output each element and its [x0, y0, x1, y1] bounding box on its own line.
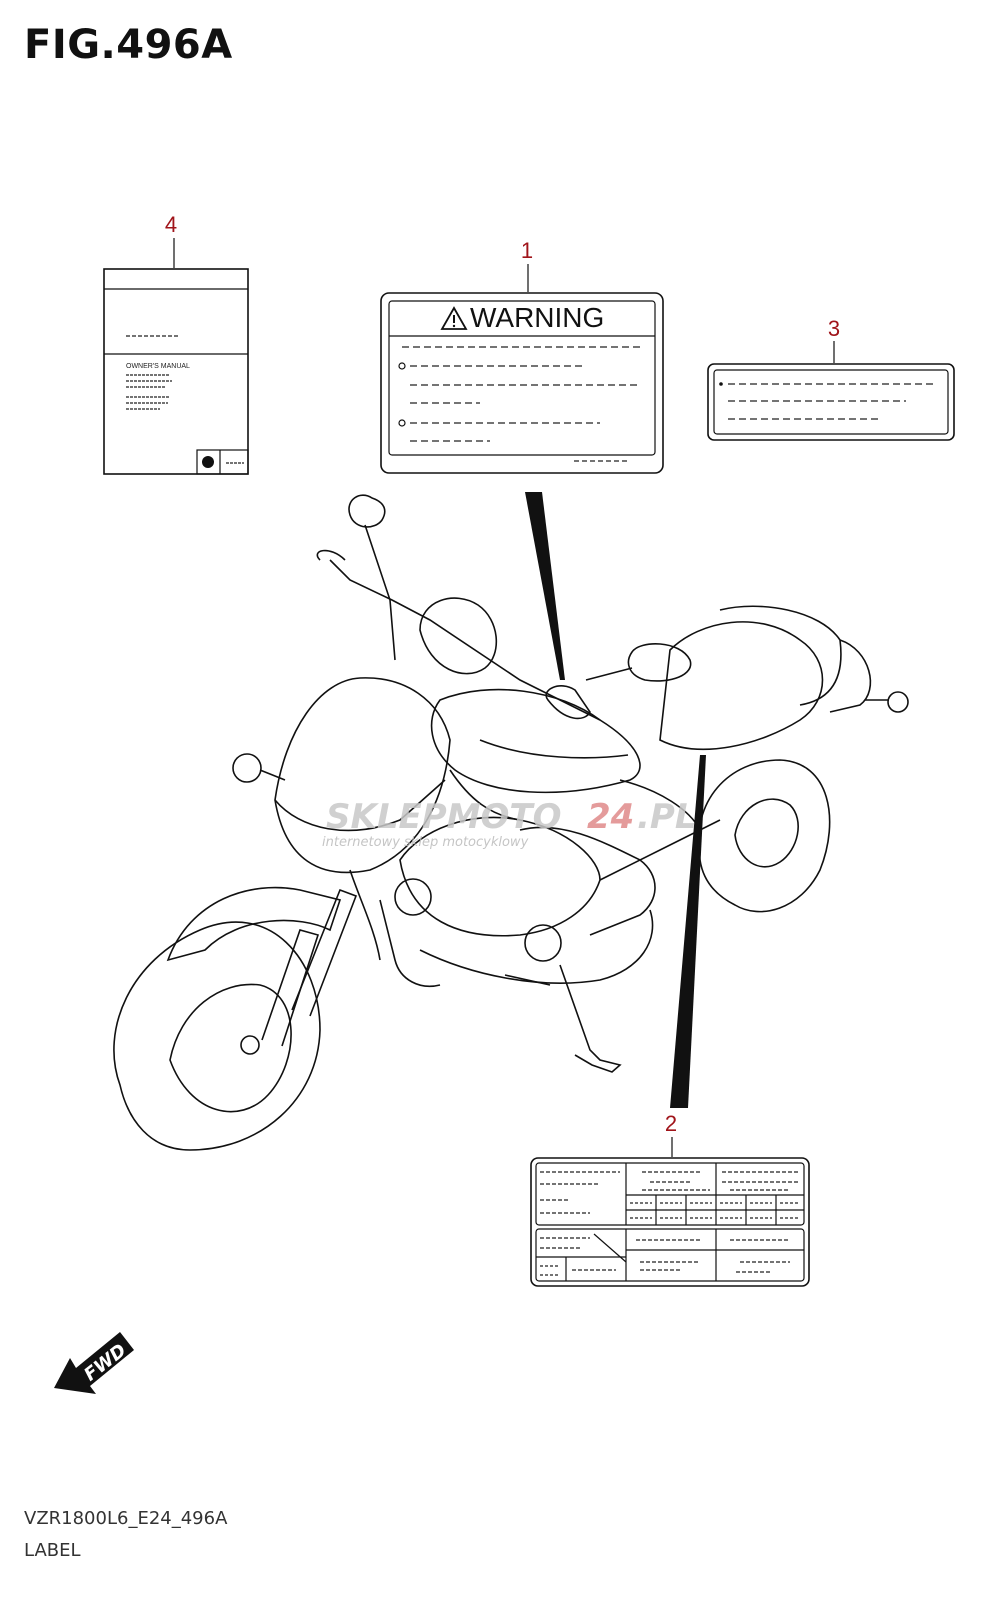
manual-title: OWNER'S MANUAL [126, 363, 190, 370]
brand-logo-icon [202, 456, 214, 468]
watermark [322, 797, 697, 850]
warning-triangle-icon [442, 308, 466, 329]
warning-label[interactable] [381, 238, 663, 473]
watermark-accent: 24 [587, 797, 635, 837]
figure-caption: LABEL [24, 1540, 81, 1561]
callout-2: 2 [664, 1111, 678, 1136]
leader-wedge-1 [525, 492, 565, 680]
warning-heading: WARNING [470, 302, 605, 333]
callout-3: 3 [827, 316, 841, 341]
caution-label[interactable] [708, 316, 954, 440]
callout-1: 1 [520, 238, 534, 263]
owners-manual[interactable] [104, 212, 248, 474]
watermark-tld: .PL [637, 797, 697, 837]
callout-4: 4 [164, 212, 178, 237]
fwd-label: FWD [80, 1339, 131, 1386]
figure-title: FIG.496A [24, 22, 233, 68]
information-label[interactable] [531, 1111, 809, 1286]
watermark-tagline: internetowy sklep motocyklowy [322, 835, 529, 850]
figure-code: VZR1800L6_E24_496A [24, 1508, 228, 1529]
forward-direction-arrow-icon [54, 1332, 134, 1394]
watermark-brand: SKLEPMOTO [326, 797, 562, 837]
